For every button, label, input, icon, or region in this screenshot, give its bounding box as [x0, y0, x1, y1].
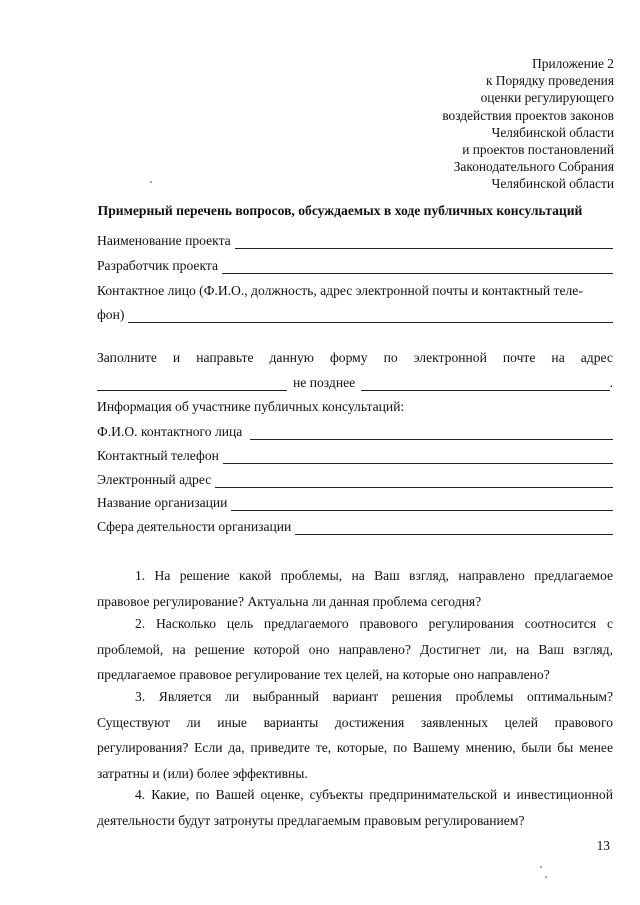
participant-heading-row — [97, 398, 613, 415]
scan-speck — [545, 876, 547, 878]
email-blank[interactable] — [215, 474, 613, 488]
instruction-word: Заполните — [97, 350, 157, 365]
contact-person-row-2 — [97, 306, 613, 323]
activity-sphere-label: Сфера деятельности организации — [97, 519, 292, 534]
contact-person-label: Контактное лицо (Ф.И.О., должность, адрес электронной почты и контактный теле- — [97, 283, 583, 298]
email-deadline-row — [97, 375, 613, 391]
instruction-word: по — [383, 350, 398, 365]
instruction-word: на — [551, 350, 565, 365]
instruction-line — [97, 350, 613, 366]
participant-field-row — [97, 447, 613, 464]
deadline-end-mark: . — [609, 375, 613, 390]
participant-heading: Информация об участнике публичных консультаций: — [97, 399, 405, 414]
instruction-word: данную — [269, 350, 314, 365]
activity-sphere-blank[interactable] — [295, 521, 613, 535]
instruction-word: и — [172, 350, 181, 365]
instruction-word: электронной — [413, 350, 487, 365]
participant-field-row — [97, 471, 613, 488]
appendix-line: оценки регулирующего — [480, 90, 614, 106]
project-name-blank[interactable] — [235, 235, 613, 249]
project-developer-row — [97, 257, 613, 274]
contact-name-blank[interactable] — [250, 426, 613, 440]
project-developer-label: Разработчик проекта — [97, 258, 219, 273]
deadline-label: не позднее — [293, 375, 356, 390]
organization-blank[interactable] — [231, 497, 613, 511]
question-1: 1. На решение какой проблемы, на Ваш взгляд, направлено предлагаемое правовое регулирование? Актуальна ли данная проблема сегодня? — [97, 568, 613, 609]
appendix-line: Приложение 2 — [532, 56, 614, 71]
appendix-line: Челябинской области — [491, 124, 614, 140]
organization-label: Название организации — [97, 495, 228, 510]
question-3: 3. Является ли выбранный вариант решения проблемы оптимальным? Существуют ли иные варианты достижения заявленных целей правового регулирования? Если да, приведите те, которые, по Вашему мнению, были бы менее затратны и (или) более эффективны. — [97, 689, 613, 781]
appendix-line: Законодательного Собрания — [453, 159, 614, 175]
appendix-line: воздействия проектов законов — [442, 107, 614, 123]
instruction-word: адрес — [580, 350, 613, 365]
contact-name-label: Ф.И.О. контактного лица — [97, 424, 243, 439]
deadline-date-blank[interactable] — [361, 377, 609, 391]
appendix-line: к Порядку проведения — [485, 73, 614, 89]
project-developer-blank[interactable] — [222, 260, 613, 274]
question-4: 4. Какие, по Вашей оценке, субъекты предпринимательской и инвестиционной деятельности будут затронуты предлагаемым правовым регулированием? — [97, 787, 613, 828]
appendix-line: Челябинской области — [491, 176, 614, 192]
appendix-header — [314, 55, 614, 193]
email-label: Электронный адрес — [97, 472, 212, 487]
scan-speck — [150, 181, 152, 183]
phone-label: Контактный телефон — [97, 448, 219, 463]
instruction-word: форму — [329, 350, 368, 365]
participant-field-row — [97, 423, 613, 440]
phone-blank[interactable] — [223, 450, 613, 464]
document-title: Примерный перечень вопросов, обсуждаемых в ходе публичных консультаций — [97, 203, 583, 218]
appendix-line: и проектов постановлений — [462, 142, 614, 158]
project-name-label: Наименование проекта — [97, 233, 231, 248]
page-number: 13 — [596, 838, 610, 853]
email-address-blank[interactable] — [97, 377, 287, 391]
contact-person-row — [97, 282, 613, 299]
question-2: 2. Насколько цель предлагаемого правового регулирования соотносится с проблемой, на решение которой оно направлено? Достигнет ли, на Ваш взгляд, предлагаемое правовое регулирование тех целей, на которые оно направлено? — [97, 616, 613, 682]
instruction-word: направьте — [196, 350, 254, 365]
contact-person-blank[interactable] — [128, 309, 613, 323]
participant-field-row — [97, 518, 613, 535]
instruction-word: почте — [502, 350, 536, 365]
scan-speck — [540, 866, 542, 868]
participant-field-row — [97, 494, 613, 511]
contact-person-label-cont: фон) — [97, 307, 125, 322]
project-name-row — [97, 232, 613, 249]
